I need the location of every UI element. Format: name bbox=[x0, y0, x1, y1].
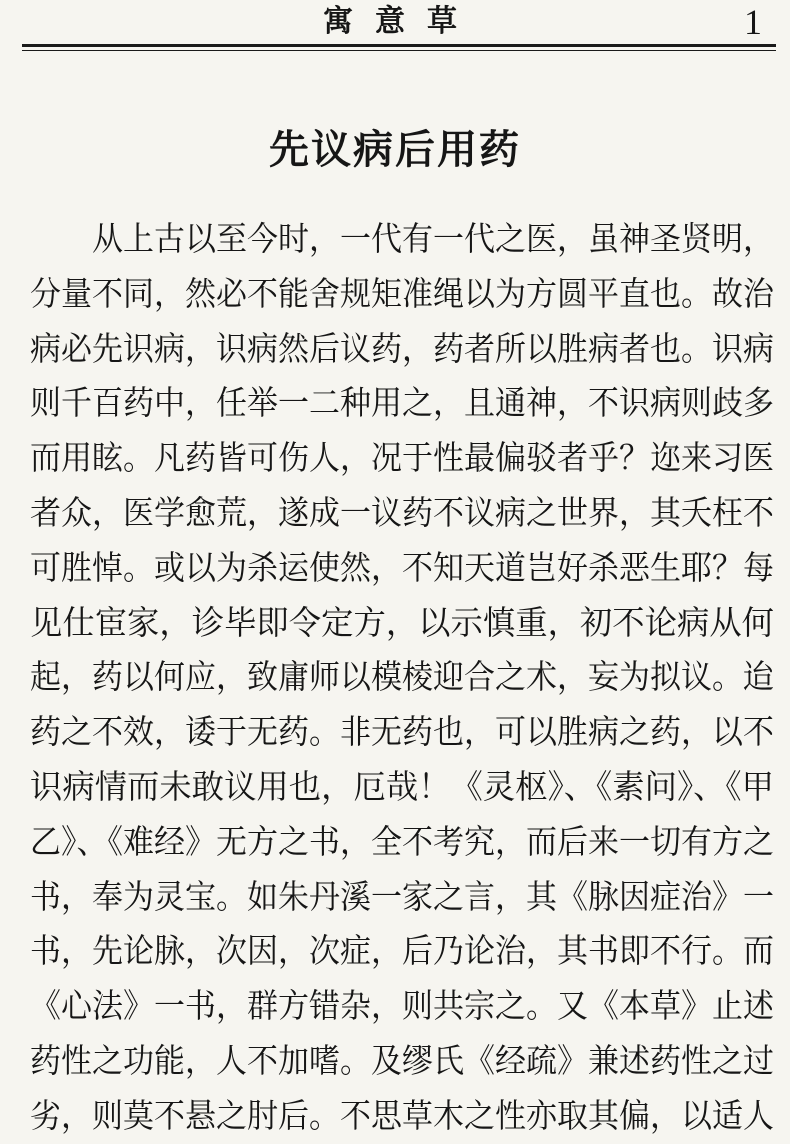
body-line: 从上古以至今时，一代有一代之医，虽神圣贤明， bbox=[30, 219, 774, 258]
header-rule-thin bbox=[22, 50, 776, 51]
body-line: 劣，则莫不悬之肘后。不思草木之性亦取其偏，以适人 bbox=[30, 1095, 774, 1135]
body-line: 书，先论脉，次因，次症，后乃论治，其书即不行。而 bbox=[30, 931, 774, 971]
body-line: 分量不同，然必不能舍规矩准绳以为方圆平直也。故治 bbox=[30, 273, 774, 313]
body-line: 识病情而未敢议用也，厄哉！《灵枢》、《素问》、《甲 bbox=[30, 766, 774, 806]
body-line: 者众，医学愈荒，遂成一议药不议病之世界，其夭枉不 bbox=[30, 492, 774, 532]
body-line: 《心法》一书，群方错杂，则共宗之。又《本草》止述 bbox=[30, 986, 774, 1026]
body-line: 药之不效，诿于无药。非无药也，可以胜病之药，以不 bbox=[30, 712, 774, 752]
body-line: 药性之功能，人不加嗜。及缪氏《经疏》兼述药性之过 bbox=[30, 1040, 774, 1080]
header-book-title: 寓意草 bbox=[323, 4, 479, 39]
header-rule-thick bbox=[22, 44, 776, 47]
body-line: 书，奉为灵宝。如朱丹溪一家之言，其《脉因症治》一 bbox=[30, 876, 774, 916]
body-line: 则千百药中，任举一二种用之，且通神，不识病则歧多 bbox=[30, 383, 774, 423]
body-line: 见仕宦家，诊毕即令定方，以示慎重，初不论病从何 bbox=[30, 602, 774, 642]
body-line: 起，药以何应，致庸师以模棱迎合之术，妄为拟议。迨 bbox=[30, 657, 774, 697]
body-line: 可胜悼。或以为杀运使然，不知天道岂好杀恶生耶？每 bbox=[30, 547, 774, 587]
body-line: 病必先识病，识病然后议药，药者所以胜病者也。识病 bbox=[30, 328, 774, 368]
body-line: 而用眩。凡药皆可伤人，况于性最偏驳者乎？迩来习医 bbox=[30, 438, 774, 478]
article-body bbox=[30, 212, 774, 1144]
body-line: 乙》、《难经》无方之书，全不考究，而后来一切有方之 bbox=[30, 821, 774, 861]
article-title: 先议病后用药 bbox=[269, 127, 521, 173]
page-number: 1 bbox=[744, 2, 762, 42]
